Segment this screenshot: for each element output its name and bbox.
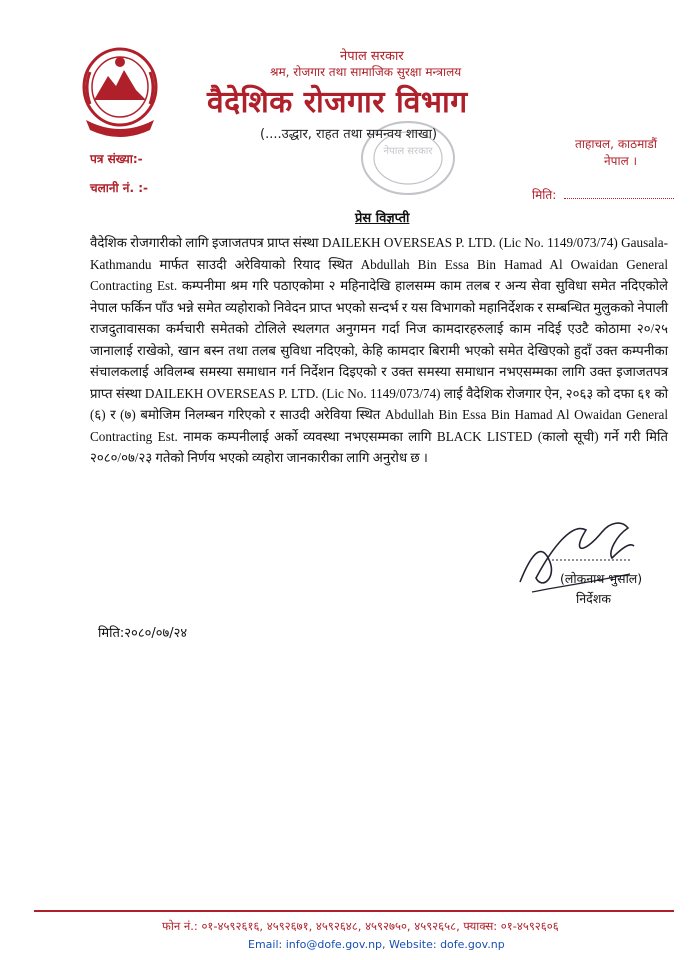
signatory-title: निर्देशक bbox=[576, 591, 611, 606]
patra-sankhya-label: पत्र संख्या:- bbox=[90, 152, 143, 166]
notice-heading: प्रेस विज्ञप्ती bbox=[355, 211, 410, 226]
government-name: नेपाल सरकार bbox=[340, 49, 404, 64]
footer-divider bbox=[34, 910, 674, 912]
notice-body: वैदेशिक रोजगारीको लागि इजाजतपत्र प्राप्त संस्था DAILEKH OVERSEAS P. LTD. (Lic No. 1149/073/74) Gausala- Kathmandu मार्फत साउदी अरेवियाको रियाद स्थित Abdullah Bin Essa Bin Hamad Al Owaidan General Contracting Est. कम्पनीमा श्रम गरि पठाएकोमा २ महिनादेखि हालसम्म काम तलब र अन्य सेवा सुविधा समेत नदिएकोले नेपाल फर्किन पाँउ भन्ने समेत व्यहोराको निवेदन प्राप्त भएको सन्दर्भ र यस विभागको महानिर्देशक र सम्बन्धित मुलुकको नेपाली राजदुतावासका कर्मचारी समेतको टोलिले स्थलगत अनुगमन गर्दा निज कामदारहरुलाई काम नदिई एउटै कोठामा २०/२५ जानालाई राखेको, खान बस्न तथा तलब सुविधा नदिएको, केहि कामदार बिरामी भएको समेत देखिएको हुदाँ उक्त कम्पनीका संचालकलाई अविलम्ब समस्या समाधान गर्न निर्देशन दिइएको र उक्त समस्या समाधान नभएसम्मका लागि उक्त इजाजतपत्र प्राप्त संस्था DAILEKH OVERSEAS P. LTD. (Lic No. 1149/073/74) लाई वैदेशिक रोजगार ऐन, २०६३ को दफा ६१ को (६) र (७) बमोजिम निलम्बन गरिएको र साउदी अरेविया स्थित Abdullah Bin Essa Bin Hamad Al Owaidan General Contracting Est. नामक कम्पनीलाई अर्को व्यवस्था नभएसम्मका लागि BLACK LISTED (कालो सूची) गर्ने गरी मिति २०८०/०७/२३ गतेको निर्णय भएको व्यहोरा जानकारीका लागि अनुरोध छ । bbox=[90, 235, 668, 465]
handwritten-signature bbox=[512, 512, 642, 602]
branch-name: (....उद्धार, राहत तथा समन्वय शाखा) bbox=[260, 127, 438, 142]
department-title: वैदेशिक रोजगार विभाग bbox=[207, 85, 468, 120]
signatory-name: (लोकनाथ भुसाल) bbox=[560, 571, 643, 586]
issue-date: मिति:२०८०/०७/२४ bbox=[98, 626, 188, 641]
nepal-government-emblem bbox=[80, 42, 160, 137]
address-line-1: ताहाचल, काठमाडौं bbox=[575, 137, 657, 151]
date-field-line bbox=[564, 186, 674, 199]
chalani-number-label: चलानी नं. :- bbox=[90, 181, 148, 195]
date-label: मिति: bbox=[532, 188, 557, 202]
svg-text:नेपाल सरकार: नेपाल सरकार bbox=[383, 146, 433, 157]
footer-email-website[interactable]: Email: info@dofe.gov.np, Website: dofe.gov.np bbox=[248, 938, 505, 951]
office-stamp bbox=[358, 118, 458, 198]
footer-phone: फोन नं.: ०१-४५९२६१६, ४५९२६७१, ४५९२६४८, ४५९२७५०, ४५९२६५८, फ्याक्स: ०१-४५९२६०६ bbox=[162, 919, 559, 933]
ministry-name: श्रम, रोजगार तथा सामाजिक सुरक्षा मन्त्रालय bbox=[270, 65, 462, 79]
address-line-2: नेपाल । bbox=[604, 154, 638, 168]
